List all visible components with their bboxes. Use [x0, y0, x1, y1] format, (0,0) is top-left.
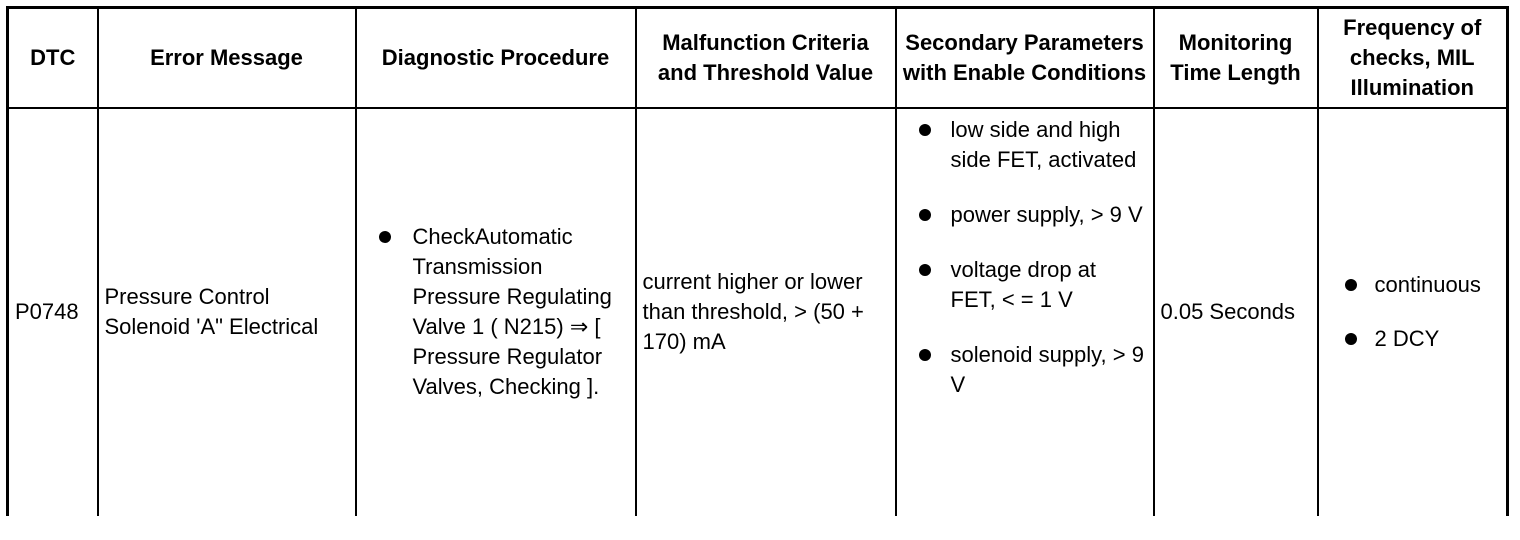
- cell-monitoring-time: 0.05 Seconds: [1154, 108, 1318, 516]
- list-item: [903, 200, 1147, 230]
- cell-secondary-parameters: [896, 108, 1154, 516]
- header-frequency: Frequency of checks, MIL Illumination: [1318, 8, 1508, 108]
- frequency-list: [1325, 270, 1501, 354]
- frequency-text: continuous: [1374, 272, 1481, 297]
- cell-error-message: Pressure Control Solenoid 'A" Electrical: [98, 108, 356, 516]
- bullet-icon: [1345, 279, 1357, 291]
- header-row: [8, 8, 1508, 108]
- list-item: [903, 340, 1147, 400]
- bullet-icon: [919, 209, 931, 221]
- list-item: [363, 222, 629, 402]
- procedure-text: CheckAutomatic Transmission Pressure Regulating Valve 1 ( N215) ⇒ [ Pressure Regulator Valves, Checking ].: [412, 224, 612, 399]
- list-item: [1325, 324, 1501, 354]
- header-monitoring-time: Monitoring Time Length: [1154, 8, 1318, 108]
- header-diagnostic-procedure: Diagnostic Procedure: [356, 8, 636, 108]
- frequency-text: 2 DCY: [1374, 326, 1440, 351]
- secondary-parameter-text: voltage drop at FET, < = 1 V: [950, 256, 1097, 312]
- bullet-icon: [1345, 333, 1357, 345]
- secondary-parameter-text: low side and high side FET, activated: [950, 116, 1137, 172]
- secondary-parameter-text: solenoid supply, > 9 V: [950, 341, 1144, 397]
- list-item: [903, 115, 1147, 175]
- table-row: [8, 108, 1508, 516]
- cell-malfunction-criteria: current higher or lower than threshold, > (50 + 170) mA: [636, 108, 896, 516]
- list-item: [903, 255, 1147, 315]
- cell-frequency: [1318, 108, 1508, 516]
- header-malfunction-criteria: Malfunction Criteria and Threshold Value: [636, 8, 896, 108]
- cell-diagnostic-procedure: [356, 108, 636, 516]
- list-item: [1325, 270, 1501, 300]
- cell-dtc: P0748: [8, 108, 98, 516]
- header-dtc: DTC: [8, 8, 98, 108]
- header-error-message: Error Message: [98, 8, 356, 108]
- bullet-icon: [919, 124, 931, 136]
- bullet-icon: [919, 349, 931, 361]
- bullet-icon: [919, 264, 931, 276]
- header-secondary-parameters: Secondary Parameters with Enable Conditions: [896, 8, 1154, 108]
- procedure-list: [363, 222, 629, 402]
- secondary-parameters-list: [903, 115, 1147, 400]
- dtc-table: [6, 6, 1509, 516]
- secondary-parameter-text: power supply, > 9 V: [950, 201, 1143, 227]
- bullet-icon: [379, 231, 391, 243]
